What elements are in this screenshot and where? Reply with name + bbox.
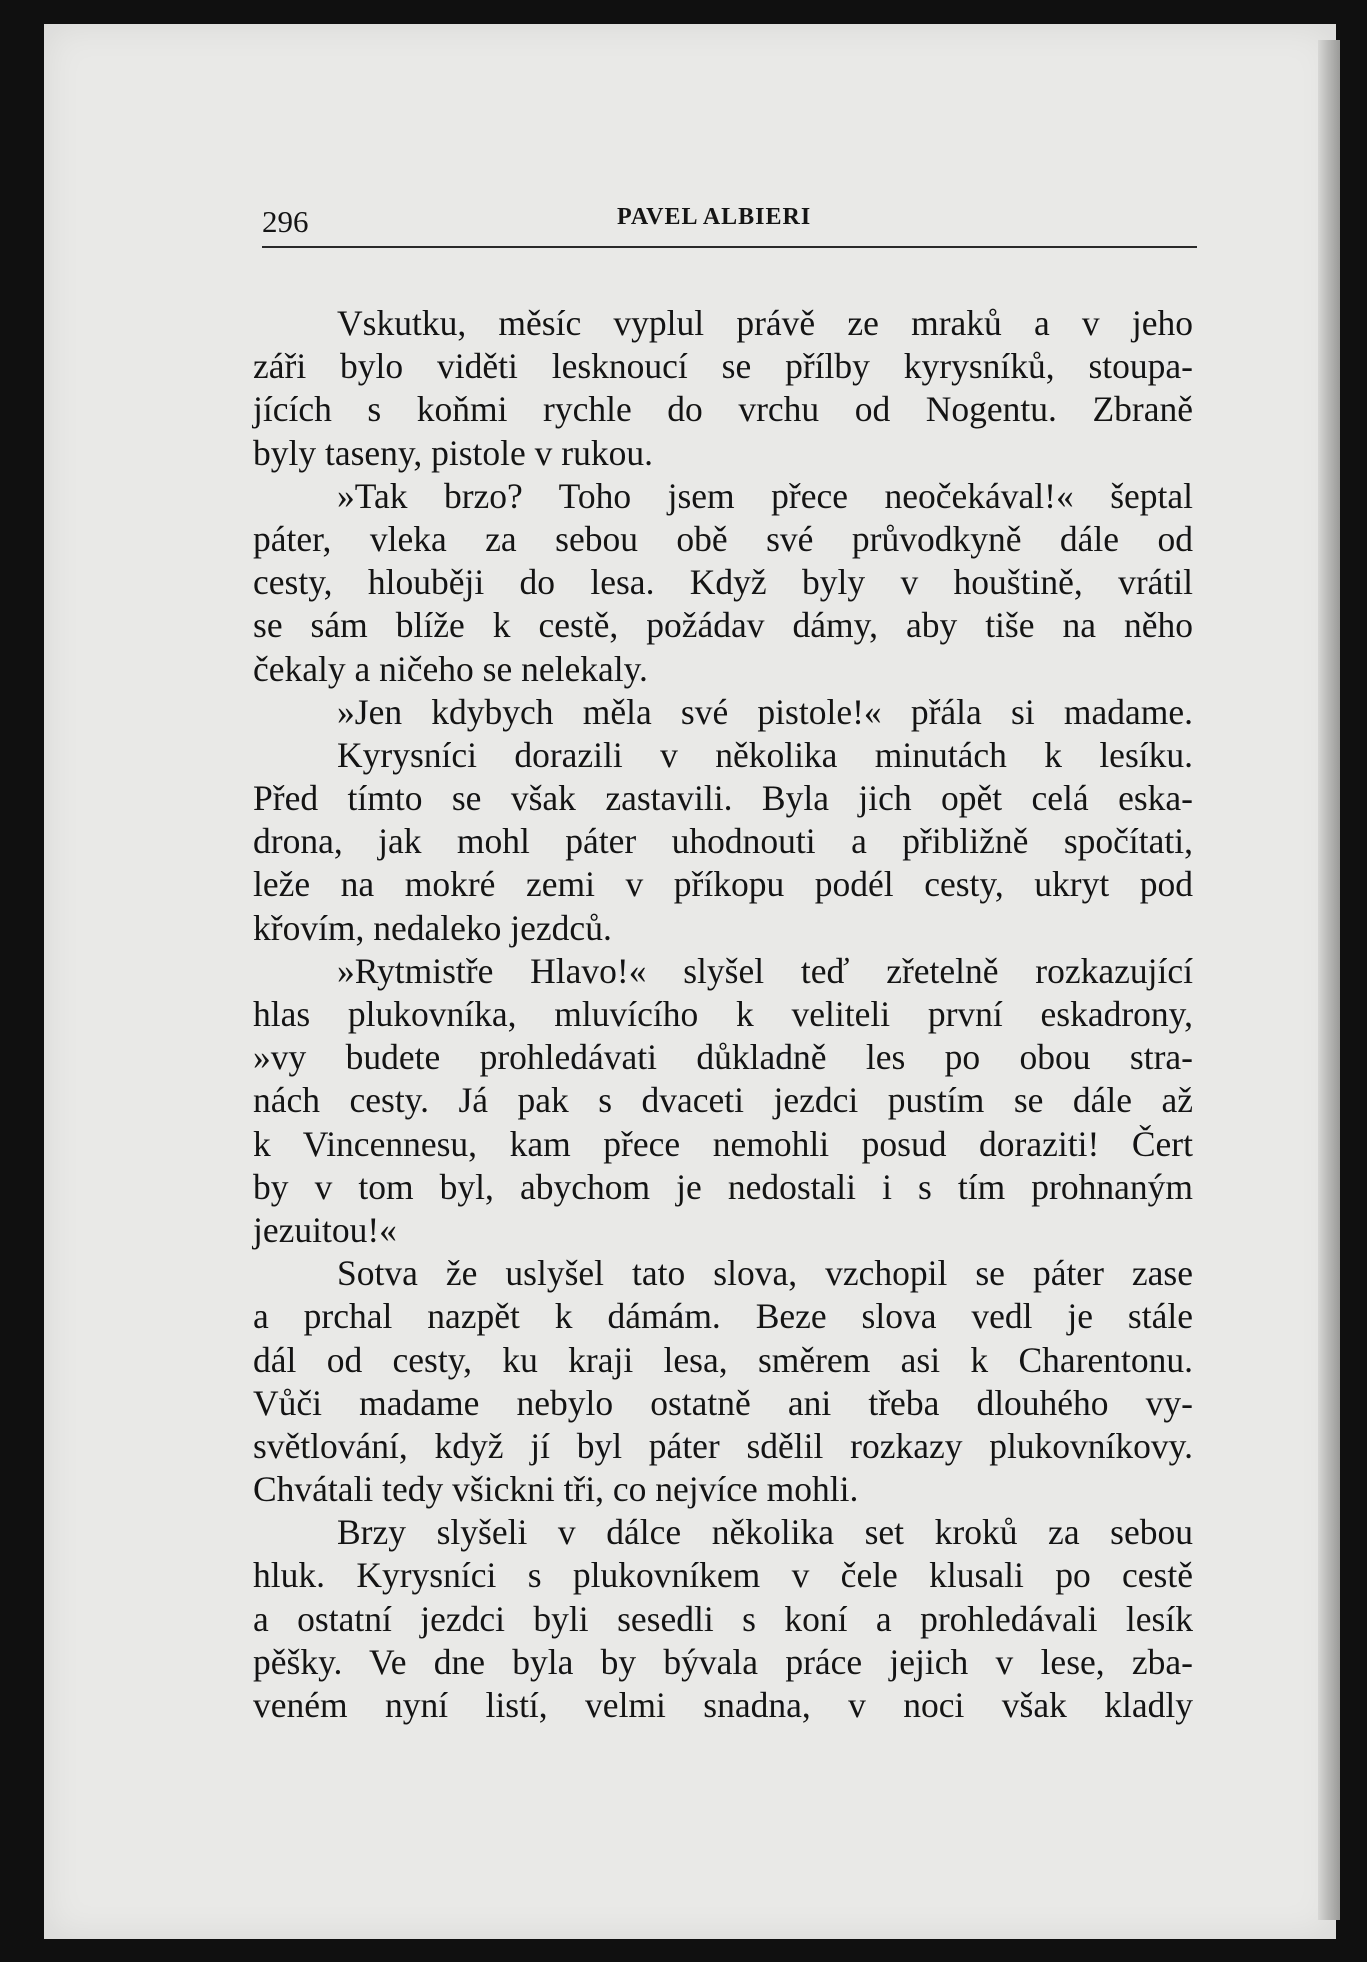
text-line: dál od cesty, ku kraji lesa, směrem asi k Charentonu. (253, 1339, 1193, 1380)
text-line: pěšky. Ve dne byla by bývala práce jejich v lese, zba- (253, 1641, 1193, 1682)
text-line: čekaly a ničeho se nelekaly. (253, 648, 648, 689)
text-line: »Rytmistře Hlavo!« slyšel teď zřetelně rozkazující (337, 950, 1193, 991)
text-line: by v tom byl, abychom je nedostali i s tím prohnaným (253, 1166, 1193, 1207)
text-line: Před tímto se však zastavili. Byla jich opět celá eska- (253, 778, 1193, 819)
text-line: jezuitou!« (253, 1209, 397, 1250)
text-line: Vskutku, měsíc vyplul právě ze mraků a v jeho (337, 303, 1193, 343)
text-line: hlas plukovníka, mluvícího k veliteli první eskadrony, (253, 994, 1193, 1034)
text-line: světlování, když jí byl páter sdělil rozkazy plukovníkovy. (253, 1425, 1193, 1466)
text-line: cesty, hlouběji do lesa. Když byly v houštině, vrátil (253, 562, 1193, 603)
text-line: »Jen kdybych měla své pistole!« přála si madame. (337, 691, 1193, 732)
text-line: k Vincennesu, kam přece nemohli posud doraziti! Čert (253, 1123, 1193, 1164)
text-line: a ostatní jezdci byli sesedli s koní a prohledávali lesík (253, 1598, 1193, 1639)
page-number: 296 (262, 204, 309, 239)
text-line: hluk. Kyrysníci s plukovníkem v čele klusali po cestě (253, 1555, 1193, 1596)
text-line: záři bylo viděti lesknoucí se přílby kyrysníků, stoupa- (253, 346, 1193, 387)
text-line: Chvátali tedy všickni tři, co nejvíce mohli. (253, 1469, 859, 1510)
text-line: se sám blíže k cestě, požádav dámy, aby tiše na něho (253, 605, 1193, 646)
text-line: Sotva že uslyšel tato slova, vzchopil se páter zase (337, 1253, 1193, 1294)
text-line: Brzy slyšeli v dálce několika set kroků za sebou (337, 1512, 1193, 1553)
page-edge (1318, 40, 1340, 1920)
text-line: »Tak brzo? Toho jsem přece neočekával!« šeptal (337, 475, 1193, 516)
text-line: a prchal nazpět k dámám. Beze slova vedl je stále (253, 1296, 1193, 1337)
text-line: veném nyní listí, velmi snadna, v noci však kladly (253, 1685, 1193, 1725)
header-rule (262, 246, 1197, 248)
text-line: páter, vleka za sebou obě své průvodkyně dále od (253, 518, 1193, 559)
page-header (262, 200, 1197, 250)
text-line: křovím, nedaleko jezdců. (253, 907, 612, 948)
text-line: leže na mokré zemi v příkopu podél cesty, ukryt pod (253, 864, 1193, 905)
text-line: byly taseny, pistole v rukou. (253, 432, 653, 473)
text-line: Kyrysníci dorazili v několika minutách k lesíku. (337, 734, 1193, 775)
running-title: PAVEL ALBIERI (617, 204, 812, 230)
text-line: »vy budete prohledávati důkladně les po obou stra- (253, 1037, 1193, 1078)
text-line: nách cesty. Já pak s dvaceti jezdci pustím se dále až (253, 1080, 1193, 1121)
text-line: drona, jak mohl páter uhodnouti a přibližně spočítati, (253, 821, 1193, 862)
text-line: Vůči madame nebylo ostatně ani třeba dlouhého vy- (253, 1382, 1193, 1423)
body-text (253, 302, 1193, 1727)
text-line: jících s koňmi rychle do vrchu od Nogentu. Zbraně (253, 389, 1193, 430)
